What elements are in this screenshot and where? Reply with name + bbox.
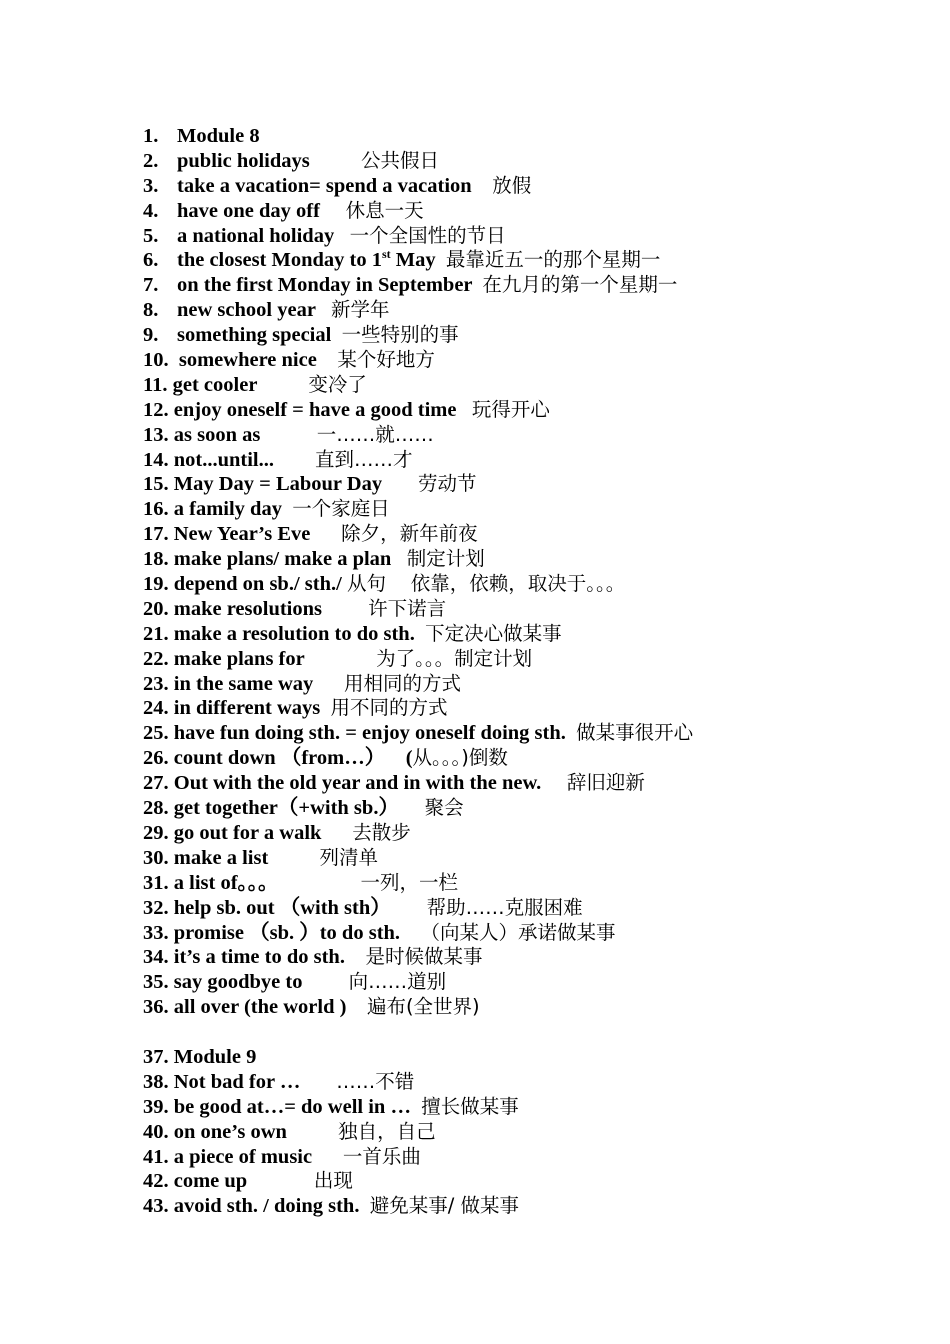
spacer	[322, 598, 368, 620]
chinese-meaning: 一些特别的事	[341, 323, 459, 347]
spacer	[282, 498, 292, 520]
spacer	[300, 1071, 336, 1093]
english-phrase: Module 9	[173, 1045, 257, 1068]
vocab-entry	[143, 1169, 923, 1194]
entry-number: 1.	[143, 125, 159, 147]
vocab-entry	[143, 174, 923, 199]
english-phrase: make resolutions	[173, 597, 323, 620]
chinese-meaning: 独自，自己	[338, 1119, 436, 1143]
vocab-entry	[143, 1145, 923, 1170]
english-phrase: depend on sb./ sth./	[173, 573, 342, 596]
vocab-entry	[143, 199, 923, 224]
english-phrase: count down （from…） (	[173, 747, 413, 770]
chinese-meaning: 用不同的方式	[330, 696, 448, 720]
entry-number: 6.	[143, 249, 159, 272]
vocab-entry	[143, 224, 923, 249]
english-phrase: in different ways	[173, 697, 321, 720]
entry-number: 14.	[143, 448, 169, 471]
english-phrase: a family day	[173, 498, 282, 521]
entry-number: 24.	[143, 697, 169, 720]
vocab-entry	[143, 373, 923, 398]
english-phrase: a list of。。。	[173, 871, 279, 894]
vocab-entry	[143, 547, 923, 572]
english-phrase: New Year’s Eve	[173, 523, 311, 546]
chinese-meaning: 为了。。。制定计划	[376, 646, 533, 670]
vocab-entry	[143, 497, 923, 522]
english-phrase: take a vacation= spend a vacation	[177, 174, 472, 197]
spacer	[260, 424, 316, 446]
english-phrase: have fun doing sth. = enjoy oneself doing sth.	[173, 722, 566, 745]
english-phrase: avoid sth. / doing sth.	[173, 1195, 360, 1218]
vocab-entry	[143, 348, 923, 373]
entry-number: 35.	[143, 971, 169, 994]
entry-number: 25.	[143, 722, 169, 745]
vocab-entry	[143, 696, 923, 721]
english-phrase: get together（+with sb.）	[173, 797, 399, 820]
chinese-meaning: 从。。。)倒数	[412, 746, 508, 770]
spacer	[541, 772, 567, 794]
chinese-meaning: 是时候做某事	[365, 945, 483, 969]
english-phrase: a piece of music	[173, 1145, 313, 1168]
entry-number: 36.	[143, 996, 169, 1019]
chinese-meaning: 一首乐曲	[342, 1144, 421, 1168]
spacer	[415, 623, 425, 645]
spacer	[436, 249, 446, 271]
spacer	[310, 523, 341, 545]
entry-number: 34.	[143, 946, 169, 969]
english-phrase: public holidays	[177, 149, 310, 172]
chinese-meaning: 劳动节	[417, 472, 477, 496]
entry-number: 28.	[143, 797, 169, 820]
spacer	[274, 449, 315, 471]
chinese-meaning: 除夕，新年前夜	[341, 522, 478, 546]
vocab-entry	[143, 871, 923, 896]
chinese-meaning: 在九月的第一个星期一	[482, 273, 678, 297]
spacer	[331, 324, 341, 346]
spacer	[247, 1170, 314, 1192]
blank-line	[143, 1020, 923, 1045]
spacer	[346, 996, 367, 1018]
entry-number: 8.	[143, 299, 159, 322]
spacer	[268, 847, 319, 869]
entry-number: 2.	[143, 149, 159, 172]
english-phrase: make a resolution to do sth.	[173, 622, 415, 645]
english-phrase: make a list	[173, 846, 269, 869]
entry-number: 3.	[143, 174, 159, 197]
english-phrase: help sb. out （with sth）	[173, 896, 391, 919]
vocab-entry	[143, 423, 923, 448]
english-phrase: a national holiday	[177, 224, 335, 247]
spacer	[359, 1195, 369, 1217]
entry-number: 31.	[143, 871, 169, 894]
vocab-entry	[143, 945, 923, 970]
chinese-meaning: 去散步	[352, 820, 411, 844]
spacer	[321, 822, 352, 844]
vocab-entry	[143, 149, 923, 174]
english-phrase-cont: May	[390, 249, 436, 272]
spacer	[320, 200, 346, 222]
english-phrase: on the first Monday in September	[177, 274, 473, 297]
vocabulary-list	[143, 124, 923, 1219]
spacer	[456, 399, 471, 421]
spacer	[316, 299, 331, 321]
chinese-meaning: （向某人）承诺做某事	[420, 920, 616, 944]
spacer	[310, 150, 361, 172]
spacer	[287, 1121, 338, 1143]
chinese-meaning: 新学年	[330, 298, 390, 322]
entry-number: 41.	[143, 1145, 169, 1168]
entry-number: 38.	[143, 1070, 169, 1093]
vocab-entry	[143, 821, 923, 846]
spacer	[472, 175, 493, 197]
chinese-meaning: 遍布(全世界)	[366, 995, 480, 1019]
english-phrase: promise （sb. ）to do sth.	[173, 921, 401, 944]
english-phrase: new school year	[177, 299, 316, 322]
entry-number: 15.	[143, 473, 169, 496]
vocab-entry	[143, 970, 923, 995]
chinese-meaning: ……不错	[336, 1069, 415, 1093]
chinese-meaning: 休息一天	[345, 198, 424, 222]
chinese-meaning: 帮助……克服困难	[426, 895, 583, 919]
vocab-entry	[143, 298, 923, 323]
ordinal-suffix: st	[381, 247, 391, 262]
spacer	[320, 697, 330, 719]
chinese-meaning: 玩得开心	[471, 397, 550, 421]
spacer	[304, 648, 376, 670]
vocab-entry	[143, 1095, 923, 1120]
english-phrase: go out for a walk	[173, 821, 322, 844]
spacer	[399, 797, 425, 819]
vocab-entry	[143, 1120, 923, 1145]
vocab-entry	[143, 622, 923, 647]
english-phrase: come up	[173, 1170, 248, 1193]
vocab-entry	[143, 746, 923, 771]
vocab-entry	[143, 721, 923, 746]
chinese-meaning: 许下诺言	[368, 596, 447, 620]
vocab-entry	[143, 597, 923, 622]
chinese-meaning: 一列，一栏	[360, 870, 459, 894]
chinese-meaning: 放假	[492, 173, 532, 197]
entry-number: 29.	[143, 821, 169, 844]
vocab-entry	[143, 124, 923, 149]
entry-number: 30.	[143, 846, 169, 869]
entry-number: 20.	[143, 597, 169, 620]
chinese-meaning: 制定计划	[406, 547, 485, 571]
entry-number: 9.	[143, 324, 159, 347]
vocab-entry	[143, 771, 923, 796]
english-phrase: not...until...	[173, 448, 274, 471]
vocab-entry	[143, 522, 923, 547]
english-phrase: on one’s own	[173, 1120, 287, 1143]
chinese-meaning: 下定决心做某事	[425, 621, 562, 645]
english-phrase: as soon as	[173, 423, 261, 446]
spacer	[313, 673, 344, 695]
english-phrase: be good at…= do well in …	[173, 1095, 411, 1118]
vocab-entry	[143, 323, 923, 348]
english-phrase: something special	[177, 324, 332, 347]
vocab-entry	[143, 846, 923, 871]
entry-number: 37.	[143, 1045, 169, 1068]
spacer	[279, 872, 361, 894]
entry-number: 26.	[143, 747, 169, 770]
chinese-meaning: 避免某事/ 做某事	[369, 1194, 519, 1218]
vocab-entry	[143, 1045, 923, 1070]
english-phrase: Module 8	[177, 125, 260, 147]
spacer	[312, 1146, 343, 1168]
vocab-entry	[143, 672, 923, 697]
entry-number: 12.	[143, 398, 169, 421]
vocab-entry	[143, 472, 923, 497]
entry-number: 27.	[143, 772, 169, 795]
spacer	[345, 946, 366, 968]
chinese-meaning: 最靠近五一的那个星期一	[445, 248, 661, 272]
entry-number: 4.	[143, 199, 159, 222]
vocab-entry	[143, 921, 923, 946]
entry-number: 19.	[143, 573, 169, 596]
chinese-meaning: 变冷了	[308, 372, 367, 396]
spacer	[472, 274, 482, 296]
chinese-meaning: 一个全国性的节日	[349, 223, 506, 247]
vocab-entry	[143, 248, 923, 273]
english-phrase: make plans for	[173, 647, 305, 670]
entry-number: 42.	[143, 1170, 169, 1193]
entry-number: 11.	[143, 373, 168, 396]
entry-number: 16.	[143, 498, 169, 521]
spacer	[257, 374, 308, 396]
english-phrase: Out with the old year and in with the new.	[173, 772, 542, 795]
english-phrase: the closest Monday to 1	[177, 249, 382, 272]
spacer	[302, 971, 348, 993]
spacer	[317, 349, 338, 371]
english-phrase: enjoy oneself = have a good time	[173, 398, 457, 421]
spacer	[334, 225, 349, 247]
english-phrase: get cooler	[172, 373, 258, 396]
english-phrase: all over (the world )	[173, 996, 347, 1019]
entry-number: 7.	[143, 274, 159, 297]
vocab-entry	[143, 273, 923, 298]
entry-number: 39.	[143, 1095, 169, 1118]
chinese-meaning: 某个好地方	[337, 348, 435, 372]
english-phrase: Not bad for …	[173, 1070, 301, 1093]
chinese-meaning: 辞旧迎新	[566, 771, 645, 795]
english-phrase: in the same way	[173, 672, 314, 695]
chinese-meaning: 列清单	[319, 845, 379, 869]
chinese-meaning: 直到……才	[315, 447, 413, 471]
spacer	[391, 897, 427, 919]
chinese-meaning: 擅长做某事	[421, 1094, 519, 1118]
chinese-meaning: 从句 依靠，依赖，取决于。。。	[346, 572, 626, 596]
vocab-entry	[143, 572, 923, 597]
entry-number: 18.	[143, 548, 169, 571]
chinese-meaning: 做某事很开心	[576, 721, 694, 745]
entry-number: 23.	[143, 672, 169, 695]
english-phrase: make plans/ make a plan	[173, 548, 392, 571]
entry-number: 32.	[143, 896, 169, 919]
vocab-entry	[143, 995, 923, 1020]
entry-number: 13.	[143, 423, 169, 446]
vocab-entry	[143, 448, 923, 473]
english-phrase: have one day off	[177, 199, 320, 222]
vocab-entry	[143, 647, 923, 672]
chinese-meaning: 一个家庭日	[292, 497, 390, 521]
vocab-entry	[143, 796, 923, 821]
spacer	[391, 548, 406, 570]
spacer	[400, 922, 421, 944]
entry-number: 21.	[143, 622, 169, 645]
entry-number: 40.	[143, 1120, 169, 1143]
entry-number: 10.	[143, 349, 169, 372]
chinese-meaning: 向……道别	[348, 970, 447, 994]
english-phrase: May Day = Labour Day	[173, 473, 383, 496]
vocab-entry	[143, 896, 923, 921]
entry-number: 43.	[143, 1195, 169, 1218]
english-phrase: somewhere nice	[173, 349, 317, 372]
entry-number: 5.	[143, 224, 159, 247]
spacer	[382, 473, 418, 495]
chinese-meaning: 一……就……	[316, 422, 434, 446]
vocab-entry	[143, 398, 923, 423]
chinese-meaning: 聚会	[424, 796, 464, 820]
english-phrase: it’s a time to do sth.	[173, 946, 345, 969]
chinese-meaning: 用相同的方式	[344, 671, 462, 695]
english-phrase: say goodbye to	[173, 971, 303, 994]
chinese-meaning: 出现	[313, 1169, 353, 1193]
entry-number: 17.	[143, 523, 169, 546]
spacer	[566, 722, 576, 744]
vocab-entry	[143, 1194, 923, 1219]
entry-number: 33.	[143, 921, 169, 944]
chinese-meaning: 公共假日	[361, 148, 440, 172]
entry-number: 22.	[143, 647, 169, 670]
spacer	[411, 1096, 421, 1118]
vocab-entry	[143, 1070, 923, 1095]
